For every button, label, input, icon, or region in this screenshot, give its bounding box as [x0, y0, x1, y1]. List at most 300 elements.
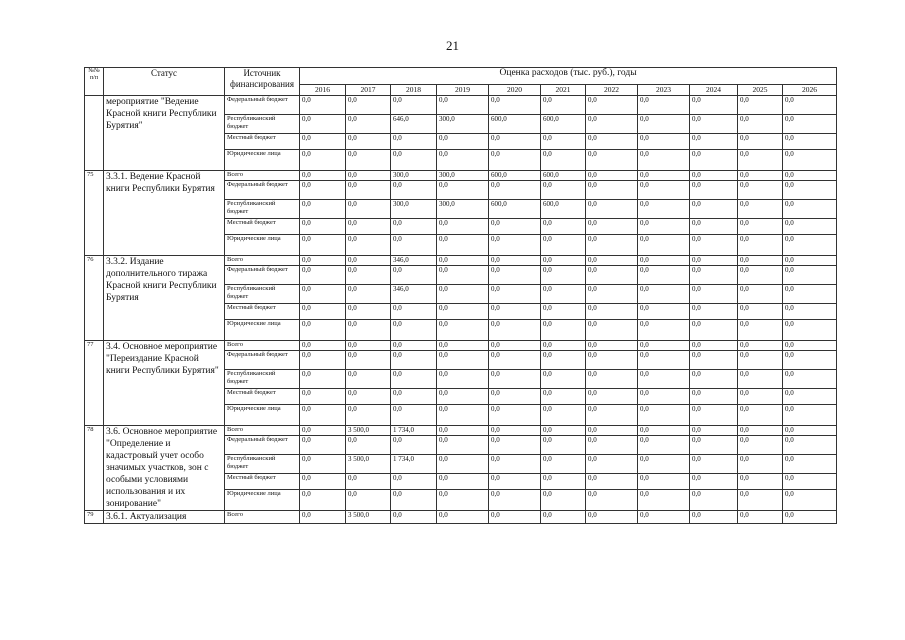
expense-value: 0,0 [541, 320, 586, 341]
expense-value: 0,0 [738, 341, 783, 351]
expense-value: 0,0 [738, 474, 783, 490]
expense-value: 0,0 [783, 455, 837, 474]
expense-value: 300,0 [391, 200, 437, 219]
expense-value: 0,0 [300, 235, 346, 256]
header-expense-estimate: Оценка расходов (тыс. руб.), годы [300, 68, 837, 85]
expense-value: 0,0 [489, 351, 541, 370]
expense-value: 0,0 [690, 181, 738, 200]
expense-value: 0,0 [300, 96, 346, 115]
expense-value: 0,0 [738, 511, 783, 524]
expense-value: 0,0 [738, 304, 783, 320]
expense-value: 0,0 [300, 341, 346, 351]
expense-value: 1 734,0 [391, 455, 437, 474]
row-number: 77 [85, 341, 104, 426]
expense-value: 0,0 [738, 134, 783, 150]
header-year: 2022 [586, 85, 638, 96]
expense-value: 0,0 [437, 490, 489, 511]
expense-value: 0,0 [437, 134, 489, 150]
funding-source: Местный бюджет [225, 474, 300, 490]
status-text: мероприятие "Ведение Красной книги Республики Бурятия" [104, 96, 225, 171]
expense-value: 0,0 [489, 134, 541, 150]
expense-value: 0,0 [437, 150, 489, 171]
expense-value: 0,0 [437, 285, 489, 304]
funding-source: Федеральный бюджет [225, 181, 300, 200]
expense-value: 0,0 [690, 389, 738, 405]
expense-value: 0,0 [586, 150, 638, 171]
expense-value: 0,0 [346, 181, 391, 200]
expense-value: 0,0 [586, 285, 638, 304]
expense-value: 0,0 [638, 511, 690, 524]
header-source: Источник финансирования [225, 68, 300, 96]
expense-value: 0,0 [437, 266, 489, 285]
expense-value: 0,0 [300, 304, 346, 320]
expense-value: 0,0 [541, 134, 586, 150]
expense-value: 0,0 [690, 285, 738, 304]
funding-source: Республиканский бюджет [225, 200, 300, 219]
expense-value: 1 734,0 [391, 426, 437, 436]
expense-value: 0,0 [690, 200, 738, 219]
expense-value: 0,0 [783, 304, 837, 320]
expense-value: 0,0 [586, 341, 638, 351]
expense-value: 0,0 [638, 96, 690, 115]
expense-value: 0,0 [541, 256, 586, 266]
funding-source: Республиканский бюджет [225, 285, 300, 304]
expense-value: 0,0 [391, 490, 437, 511]
table-row [85, 171, 837, 181]
funding-source: Юридические лица [225, 150, 300, 171]
expense-value: 0,0 [638, 405, 690, 426]
expense-value: 0,0 [638, 304, 690, 320]
expense-value: 0,0 [489, 341, 541, 351]
expense-value: 0,0 [300, 171, 346, 181]
funding-source: Всего [225, 426, 300, 436]
expense-value: 0,0 [738, 351, 783, 370]
expense-value: 0,0 [489, 490, 541, 511]
expense-value: 0,0 [437, 235, 489, 256]
expense-value: 0,0 [346, 304, 391, 320]
expense-value: 0,0 [783, 474, 837, 490]
expense-value: 0,0 [638, 389, 690, 405]
expense-value: 0,0 [437, 351, 489, 370]
funding-source: Местный бюджет [225, 219, 300, 235]
expense-value: 0,0 [586, 219, 638, 235]
funding-source: Юридические лица [225, 490, 300, 511]
expense-value: 0,0 [783, 256, 837, 266]
funding-source: Местный бюджет [225, 134, 300, 150]
expense-value: 0,0 [638, 115, 690, 134]
expense-value: 0,0 [738, 115, 783, 134]
expense-value: 0,0 [300, 426, 346, 436]
expense-value: 0,0 [586, 200, 638, 219]
expense-value: 0,0 [541, 266, 586, 285]
expense-value: 0,0 [690, 370, 738, 389]
expense-value: 0,0 [586, 389, 638, 405]
expense-value: 0,0 [437, 219, 489, 235]
expense-value: 0,0 [586, 134, 638, 150]
expense-value: 0,0 [638, 426, 690, 436]
expense-value: 0,0 [437, 405, 489, 426]
expense-value: 0,0 [738, 266, 783, 285]
expense-value: 300,0 [391, 171, 437, 181]
expense-value: 0,0 [437, 320, 489, 341]
status-text: 3.3.2. Издание дополнительного тиража Красной книги Республики Бурятия [104, 256, 225, 341]
expense-value: 0,0 [783, 436, 837, 455]
expense-value: 0,0 [391, 436, 437, 455]
expense-value: 0,0 [541, 474, 586, 490]
expense-value: 0,0 [391, 134, 437, 150]
expense-value: 0,0 [783, 115, 837, 134]
expense-value: 0,0 [690, 351, 738, 370]
expense-value: 0,0 [346, 474, 391, 490]
expense-value: 0,0 [541, 490, 586, 511]
expense-value: 600,0 [489, 115, 541, 134]
expense-value: 0,0 [300, 405, 346, 426]
expense-value: 0,0 [690, 96, 738, 115]
expense-value: 0,0 [437, 181, 489, 200]
expense-value: 0,0 [541, 436, 586, 455]
expense-value: 0,0 [638, 341, 690, 351]
expense-value: 0,0 [346, 436, 391, 455]
expense-value: 0,0 [638, 351, 690, 370]
expense-value: 0,0 [437, 436, 489, 455]
expense-value: 0,0 [586, 490, 638, 511]
expense-value: 0,0 [541, 389, 586, 405]
expense-value: 0,0 [489, 181, 541, 200]
expense-value: 0,0 [638, 490, 690, 511]
expense-value: 0,0 [783, 389, 837, 405]
funding-source: Всего [225, 256, 300, 266]
expense-value: 0,0 [346, 351, 391, 370]
funding-source: Республиканский бюджет [225, 115, 300, 134]
expense-value: 0,0 [489, 96, 541, 115]
expense-value: 0,0 [586, 320, 638, 341]
expense-value: 0,0 [489, 304, 541, 320]
expense-value: 0,0 [437, 256, 489, 266]
expense-value: 0,0 [783, 351, 837, 370]
expense-value: 0,0 [690, 320, 738, 341]
expense-value: 0,0 [300, 511, 346, 524]
expense-value: 0,0 [541, 341, 586, 351]
expense-value: 0,0 [391, 351, 437, 370]
status-text: 3.3.1. Ведение Красной книги Республики Бурятия [104, 171, 225, 256]
expense-value: 0,0 [738, 455, 783, 474]
expense-value: 600,0 [541, 200, 586, 219]
expense-value: 0,0 [541, 181, 586, 200]
funding-source: Всего [225, 341, 300, 351]
header-num: №№ п/п [85, 68, 104, 96]
funding-source: Республиканский бюджет [225, 370, 300, 389]
expense-value: 0,0 [300, 134, 346, 150]
expense-value: 0,0 [437, 511, 489, 524]
expense-value: 0,0 [783, 426, 837, 436]
expense-value: 0,0 [638, 200, 690, 219]
funding-source: Федеральный бюджет [225, 266, 300, 285]
expense-value: 0,0 [346, 389, 391, 405]
expense-value: 0,0 [391, 370, 437, 389]
expense-value: 0,0 [738, 181, 783, 200]
header-year: 2016 [300, 85, 346, 96]
expense-value: 0,0 [638, 181, 690, 200]
expense-value: 0,0 [300, 490, 346, 511]
table-row [85, 256, 837, 266]
expense-value: 0,0 [437, 341, 489, 351]
expense-value: 0,0 [738, 171, 783, 181]
expense-value: 0,0 [346, 171, 391, 181]
expense-value: 0,0 [638, 235, 690, 256]
expense-value: 0,0 [586, 115, 638, 134]
expense-value: 0,0 [391, 219, 437, 235]
expense-value: 0,0 [690, 171, 738, 181]
expense-value: 0,0 [638, 150, 690, 171]
row-number [85, 96, 104, 171]
expense-value: 0,0 [638, 474, 690, 490]
status-text: 3.6. Основное мероприятие "Определение и кадастровый учет особо значимых участков, зон с особыми условиями использования и их зонирование" [104, 426, 225, 511]
expense-value: 0,0 [391, 341, 437, 351]
expense-value: 0,0 [690, 219, 738, 235]
expense-value: 0,0 [391, 96, 437, 115]
funding-source: Федеральный бюджет [225, 351, 300, 370]
expense-value: 0,0 [437, 304, 489, 320]
expense-value: 0,0 [690, 341, 738, 351]
expense-value: 0,0 [638, 436, 690, 455]
expense-value: 0,0 [638, 134, 690, 150]
expense-value: 0,0 [391, 405, 437, 426]
expense-value: 600,0 [489, 200, 541, 219]
expense-value: 0,0 [783, 405, 837, 426]
expense-value: 0,0 [346, 219, 391, 235]
expense-value: 0,0 [489, 405, 541, 426]
expense-value: 0,0 [346, 320, 391, 341]
expense-value: 0,0 [738, 436, 783, 455]
expense-value: 0,0 [690, 256, 738, 266]
expense-value: 0,0 [541, 426, 586, 436]
page-number: 21 [446, 38, 459, 53]
expense-value: 0,0 [738, 235, 783, 256]
expense-value: 0,0 [391, 235, 437, 256]
expense-value: 0,0 [738, 405, 783, 426]
expense-value: 0,0 [690, 474, 738, 490]
expense-value: 300,0 [437, 115, 489, 134]
expense-value: 0,0 [489, 235, 541, 256]
expense-value: 0,0 [300, 285, 346, 304]
expense-value: 0,0 [638, 320, 690, 341]
expense-value: 0,0 [586, 436, 638, 455]
expense-value: 0,0 [783, 320, 837, 341]
expense-value: 0,0 [300, 150, 346, 171]
expense-value: 0,0 [489, 370, 541, 389]
header-year: 2018 [391, 85, 437, 96]
funding-source: Юридические лица [225, 405, 300, 426]
expense-value: 0,0 [346, 256, 391, 266]
expense-value: 0,0 [300, 266, 346, 285]
expense-value: 0,0 [300, 455, 346, 474]
expense-value: 0,0 [541, 511, 586, 524]
expense-value: 0,0 [690, 150, 738, 171]
expense-value: 0,0 [783, 134, 837, 150]
table-row [85, 426, 837, 436]
expense-value: 346,0 [391, 285, 437, 304]
expense-value: 0,0 [690, 115, 738, 134]
expense-value: 0,0 [690, 426, 738, 436]
expense-value: 0,0 [690, 304, 738, 320]
expense-value: 0,0 [638, 370, 690, 389]
expense-value: 0,0 [586, 405, 638, 426]
expense-value: 0,0 [586, 266, 638, 285]
expense-value: 300,0 [437, 200, 489, 219]
expense-value: 0,0 [690, 490, 738, 511]
expense-value: 0,0 [690, 436, 738, 455]
expense-value: 0,0 [489, 256, 541, 266]
expense-value: 0,0 [489, 285, 541, 304]
expense-value: 0,0 [346, 200, 391, 219]
expense-value: 0,0 [738, 370, 783, 389]
expense-value: 0,0 [391, 474, 437, 490]
expense-value: 0,0 [783, 341, 837, 351]
expense-value: 0,0 [541, 219, 586, 235]
table-row [85, 341, 837, 351]
expense-value: 0,0 [346, 285, 391, 304]
expense-value: 0,0 [738, 200, 783, 219]
expense-value: 0,0 [300, 219, 346, 235]
expense-value: 0,0 [541, 405, 586, 426]
expense-value: 0,0 [783, 370, 837, 389]
expense-value: 0,0 [346, 235, 391, 256]
expense-value: 0,0 [690, 405, 738, 426]
row-number: 78 [85, 426, 104, 511]
row-number: 76 [85, 256, 104, 341]
expense-value: 0,0 [638, 219, 690, 235]
funding-source: Республиканский бюджет [225, 455, 300, 474]
funding-source: Местный бюджет [225, 304, 300, 320]
expense-value: 0,0 [346, 115, 391, 134]
expense-value: 0,0 [489, 150, 541, 171]
expense-value: 0,0 [489, 266, 541, 285]
expense-value: 0,0 [541, 96, 586, 115]
status-text: 3.6.1. Актуализация [104, 511, 225, 524]
expense-value: 0,0 [300, 436, 346, 455]
expense-value: 0,0 [783, 266, 837, 285]
expense-value: 0,0 [586, 96, 638, 115]
expense-value: 0,0 [586, 235, 638, 256]
expense-value: 0,0 [437, 370, 489, 389]
expense-value: 0,0 [541, 304, 586, 320]
table-row [85, 96, 837, 115]
expense-value: 0,0 [586, 171, 638, 181]
expense-value: 0,0 [489, 219, 541, 235]
expense-value: 0,0 [300, 351, 346, 370]
expense-value: 0,0 [437, 474, 489, 490]
expense-value: 0,0 [391, 389, 437, 405]
expense-value: 0,0 [489, 474, 541, 490]
expense-value: 0,0 [638, 455, 690, 474]
expense-value: 0,0 [300, 389, 346, 405]
expense-value: 346,0 [391, 256, 437, 266]
expense-value: 0,0 [738, 150, 783, 171]
expense-value: 0,0 [391, 150, 437, 171]
expense-value: 0,0 [690, 266, 738, 285]
budget-table [84, 67, 837, 524]
expense-value: 0,0 [738, 389, 783, 405]
expense-value: 3 500,0 [346, 426, 391, 436]
expense-value: 0,0 [489, 511, 541, 524]
expense-value: 0,0 [783, 511, 837, 524]
expense-value: 0,0 [690, 134, 738, 150]
funding-source: Юридические лица [225, 235, 300, 256]
expense-value: 0,0 [586, 474, 638, 490]
expense-value: 0,0 [586, 181, 638, 200]
expense-value: 0,0 [437, 455, 489, 474]
expense-value: 0,0 [690, 235, 738, 256]
expense-value: 0,0 [586, 370, 638, 389]
expense-value: 0,0 [586, 455, 638, 474]
expense-value: 0,0 [346, 370, 391, 389]
header-year: 2023 [638, 85, 690, 96]
funding-source: Федеральный бюджет [225, 436, 300, 455]
funding-source: Юридические лица [225, 320, 300, 341]
expense-value: 0,0 [346, 134, 391, 150]
header-year: 2017 [346, 85, 391, 96]
expense-value: 0,0 [783, 181, 837, 200]
expense-value: 646,0 [391, 115, 437, 134]
expense-value: 0,0 [437, 426, 489, 436]
expense-value: 0,0 [638, 256, 690, 266]
expense-value: 0,0 [586, 511, 638, 524]
expense-value: 0,0 [346, 96, 391, 115]
expense-value: 0,0 [437, 96, 489, 115]
expense-value: 0,0 [638, 285, 690, 304]
expense-value: 0,0 [783, 200, 837, 219]
expense-value: 300,0 [437, 171, 489, 181]
expense-value: 0,0 [541, 455, 586, 474]
expense-value: 0,0 [783, 285, 837, 304]
header-year: 2024 [690, 85, 738, 96]
expense-value: 0,0 [391, 304, 437, 320]
expense-value: 0,0 [489, 320, 541, 341]
expense-value: 0,0 [300, 200, 346, 219]
expense-value: 0,0 [738, 285, 783, 304]
expense-value: 0,0 [738, 96, 783, 115]
header-year: 2020 [489, 85, 541, 96]
expense-value: 0,0 [638, 171, 690, 181]
expense-value: 0,0 [783, 490, 837, 511]
expense-value: 0,0 [300, 115, 346, 134]
expense-value: 0,0 [489, 436, 541, 455]
expense-value: 0,0 [391, 320, 437, 341]
expense-value: 0,0 [346, 150, 391, 171]
expense-value: 0,0 [638, 266, 690, 285]
expense-value: 0,0 [437, 389, 489, 405]
expense-value: 0,0 [738, 490, 783, 511]
expense-value: 0,0 [346, 405, 391, 426]
expense-value: 0,0 [690, 511, 738, 524]
expense-value: 0,0 [738, 426, 783, 436]
expense-value: 0,0 [783, 150, 837, 171]
expense-value: 0,0 [489, 389, 541, 405]
expense-value: 0,0 [783, 96, 837, 115]
expense-value: 0,0 [586, 304, 638, 320]
expense-value: 0,0 [391, 181, 437, 200]
funding-source: Всего [225, 171, 300, 181]
status-text: 3.4. Основное мероприятие "Переиздание Красной книги Республики Бурятия" [104, 341, 225, 426]
header-year: 2019 [437, 85, 489, 96]
row-number: 75 [85, 171, 104, 256]
expense-value: 600,0 [489, 171, 541, 181]
expense-value: 0,0 [783, 235, 837, 256]
expense-value: 0,0 [489, 455, 541, 474]
expense-value: 0,0 [541, 285, 586, 304]
expense-value: 0,0 [391, 266, 437, 285]
row-number: 79 [85, 511, 104, 524]
